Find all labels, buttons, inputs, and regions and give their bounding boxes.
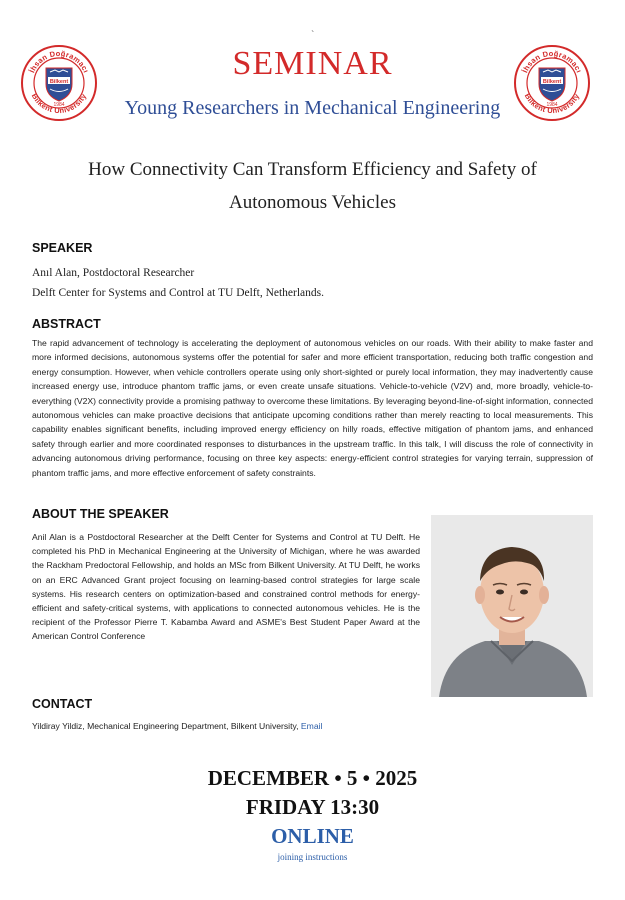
event-time: FRIDAY 13:30: [245, 795, 380, 819]
speaker-photo: [431, 515, 593, 697]
talk-title: [60, 153, 565, 219]
seal-shield-text: Bilkent: [49, 78, 69, 85]
speaker-heading: SPEAKER: [32, 241, 93, 255]
abstract-text: The rapid advancement of technology is accelerating the deployment of autonomous vehicles on our roads. With their ability to make faster and more informed decisions, autonomous systems offer the potential for safer and more efficient transportation, reducing both traffic congestion and energy consumption. However, when vehicle controllers operate using only short-sighted or purely local information, they may inadvertently cause increased energy use, introduce phantom traffic jams, or even create unsafe situations. Vehicle-to-vehicle (V2V) and, more broadly, vehicle-to-everything (V2X) connectivity provide a promising pathway to overcome these limitations. By leveraging beyond-line-of-sight information, connected autonomous vehicles can make proactive decisions that anticipate upcoming conditions rather than merely reacting to local measurements. This capability enables significant benefits, including improved energy efficiency on hilly roads, effective mitigation of phantom jams, and enhanced safety through earlier and more coordinated responses to disturbances in the upstream traffic. In this talk, I will discuss the role of connectivity in advancing autonomous driving performance, focusing on three key aspects: energy-efficient control strategies for varying terrain, suppression of phantom traffic jams, and more effective enforcement of safety constraints.: [32, 338, 593, 478]
talk-title-line-2: Autonomous Vehicles: [229, 192, 396, 213]
contact-heading: CONTACT: [32, 697, 93, 711]
seal-bottom-text: Bilkent University: [522, 91, 582, 116]
header-mark: `: [311, 30, 315, 41]
about-heading: ABOUT THE SPEAKER: [32, 507, 169, 521]
speaker-name: Anıl Alan, Postdoctoral Researcher: [32, 267, 195, 279]
seminar-subtitle: Young Researchers in Mechanical Engineering: [124, 97, 501, 119]
joining-instructions-link[interactable]: joining instructions: [277, 852, 348, 862]
seal-shield-text: Bilkent: [542, 78, 562, 85]
contact-text: Yildiray Yildiz, Mechanical Engineering Department, Bilkent University,: [32, 721, 301, 731]
seal-top-text: İhsan Doğramacı: [520, 48, 584, 75]
about-text: Anil Alan is a Postdoctoral Researcher at the Delft Center for Systems and Control at TU Delft. He completed his PhD in Mechanical Engineering at the University of Michigan, where he was awarded the Rackham Predoctoral Fellowship, and holds an MSc from Bilkent University. At TU Delft, he works on an ERC Advanced Grant project focusing on learning-based control strategies for large scale systems. His research centers on optimization-based and constrained control methods for energy-efficient and safety-critical systems, with applications to connected autonomous vehicles. He is the recipient of the Professor Pierre T. Kabamba Award and ASME's Best Student Paper Award at the American Control Conference: [32, 532, 420, 642]
seal-bottom-text: Bilkent University: [29, 91, 89, 116]
event-date: DECEMBER • 5 • 2025: [207, 766, 418, 790]
talk-title-line-1: How Connectivity Can Transform Efficiency and Safety of: [88, 159, 537, 180]
speaker-affiliation: Delft Center for Systems and Control at TU Delft, Netherlands.: [32, 287, 325, 299]
email-link[interactable]: Email: [300, 721, 323, 731]
seal-year: 1984: [546, 102, 558, 108]
contact-line: [32, 721, 322, 731]
seal-year: 1984: [53, 102, 65, 108]
abstract-heading: ABSTRACT: [32, 317, 101, 331]
seal-top-text: İhsan Doğramacı: [27, 48, 91, 75]
event-mode: ONLINE: [271, 824, 354, 848]
seminar-title: SEMINAR: [232, 45, 393, 82]
